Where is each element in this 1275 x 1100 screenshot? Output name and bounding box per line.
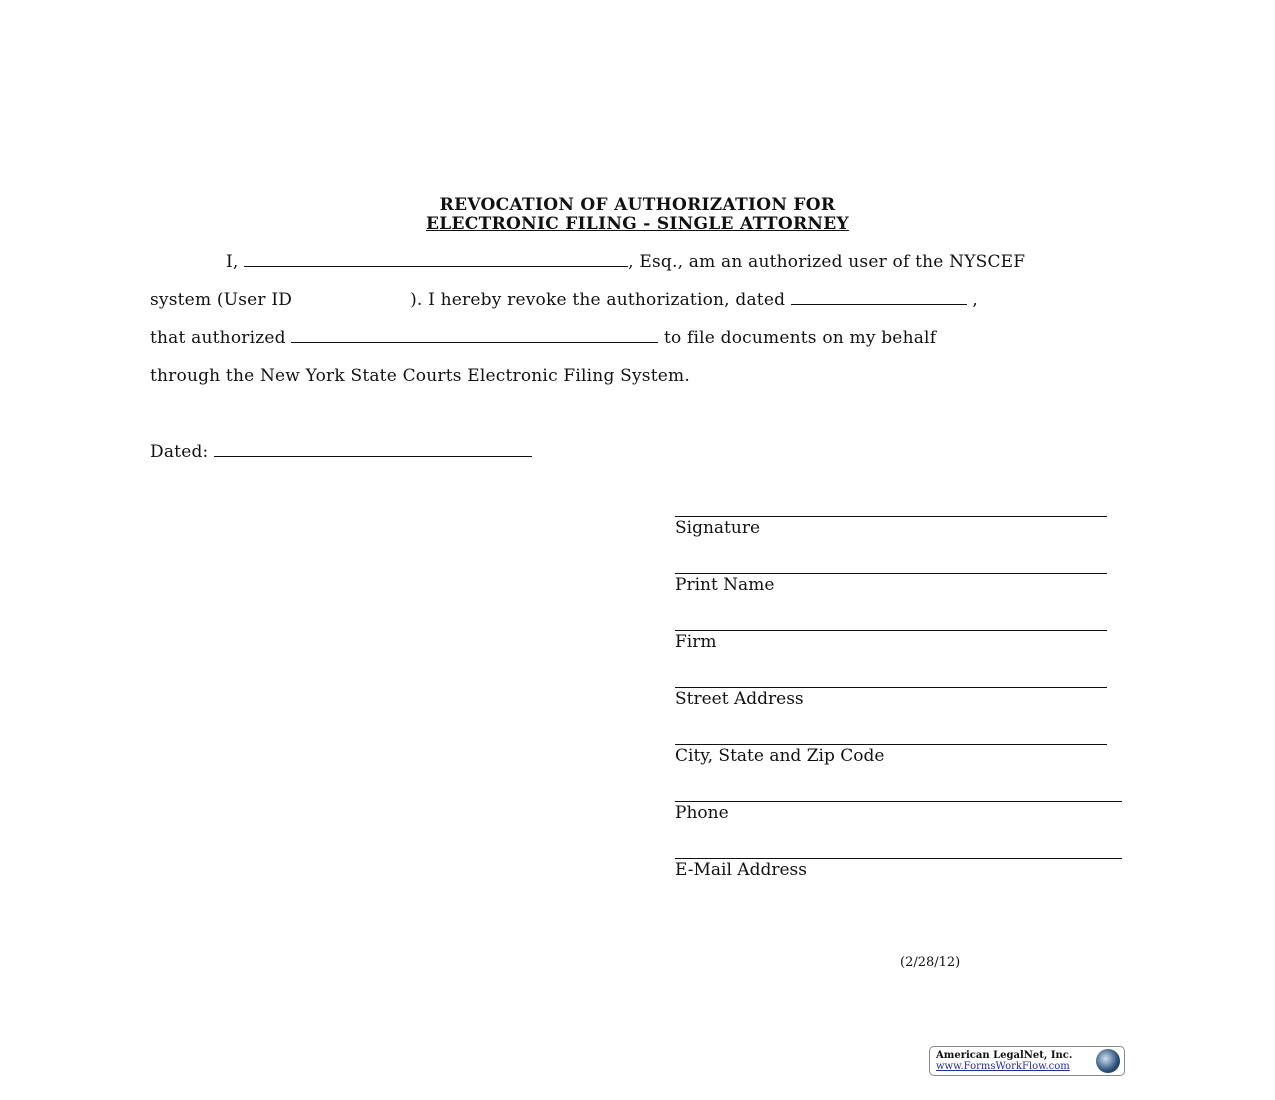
- print-name-label: Print Name: [675, 575, 775, 595]
- signature-line[interactable]: [675, 516, 1107, 517]
- signature-label: Signature: [675, 518, 761, 538]
- text: , Esq., am an authorized user of the NYSCEF: [628, 252, 1026, 272]
- globe-icon: [1096, 1049, 1120, 1073]
- city-state-zip-label: City, State and Zip Code: [675, 746, 885, 766]
- footer-logo[interactable]: [929, 1046, 1125, 1076]
- logo-url-link[interactable]: www.FormsWorkFlow.com: [936, 1061, 1070, 1072]
- title-line-2-text: ELECTRONIC FILING - SINGLE ATTORNEY: [426, 214, 849, 234]
- street-address-line[interactable]: [675, 687, 1107, 688]
- dated-label: Dated:: [150, 442, 209, 462]
- firm-line[interactable]: [675, 630, 1107, 631]
- paragraph-line-2: [150, 290, 978, 310]
- title-line-1: REVOCATION OF AUTHORIZATION FOR: [439, 195, 836, 215]
- print-name-line[interactable]: [675, 573, 1107, 574]
- paragraph-line-4: through the New York State Courts Electronic Filing System.: [150, 366, 690, 386]
- text: to file documents on my behalf: [663, 328, 937, 348]
- dated-line: [150, 442, 532, 462]
- dated-blank[interactable]: [214, 442, 532, 457]
- logo-company-name: American LegalNet, Inc.: [936, 1050, 1073, 1061]
- authorized-person-blank[interactable]: [291, 328, 658, 343]
- authorization-date-blank[interactable]: [791, 290, 967, 305]
- attorney-name-blank[interactable]: [244, 252, 628, 267]
- paragraph-line-1: [226, 252, 1025, 272]
- phone-label: Phone: [675, 803, 729, 823]
- email-line[interactable]: [675, 858, 1122, 859]
- title-line-2: [0, 214, 1275, 234]
- email-label: E-Mail Address: [675, 860, 807, 880]
- city-state-zip-line[interactable]: [675, 744, 1107, 745]
- text: I,: [226, 252, 239, 272]
- text: system (User ID: [150, 290, 293, 310]
- paragraph-line-3: [150, 328, 936, 348]
- phone-line[interactable]: [675, 801, 1122, 802]
- text: that authorized: [150, 328, 286, 348]
- text: ). I hereby revoke the authorization, dated: [410, 290, 786, 310]
- firm-label: Firm: [675, 632, 717, 652]
- text: ,: [972, 290, 979, 310]
- street-address-label: Street Address: [675, 689, 804, 709]
- revision-date: (2/28/12): [900, 955, 961, 970]
